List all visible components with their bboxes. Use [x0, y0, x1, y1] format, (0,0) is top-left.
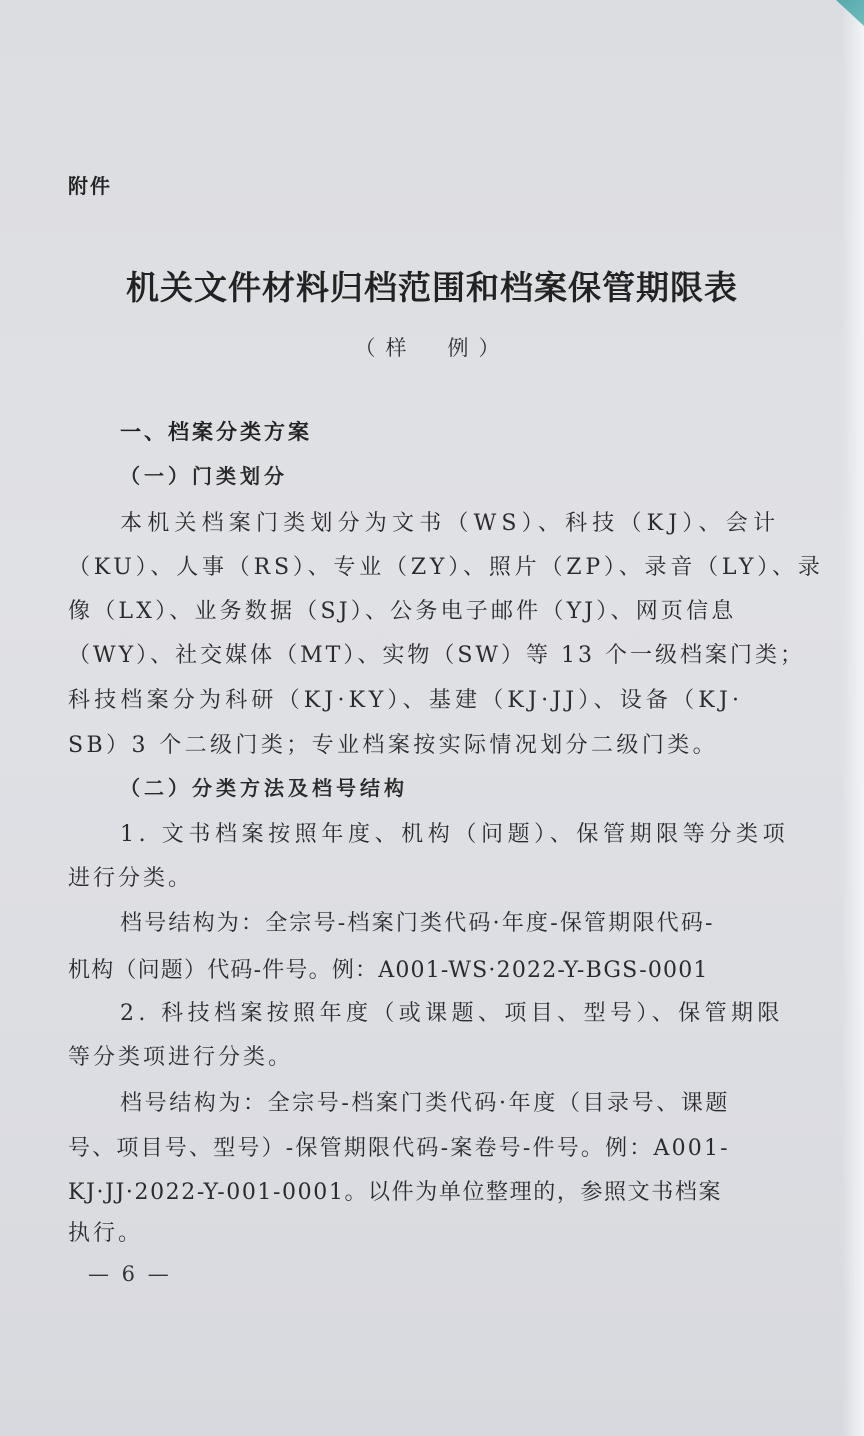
paragraph-line: 进行分类。: [68, 866, 194, 891]
paragraph-line: 1. 文书档案按照年度、机构（问题）、保管期限等分类项: [120, 822, 790, 847]
document-title: 机关文件材料归档范围和档案保管期限表: [126, 268, 738, 307]
paragraph-line: 档号结构为：全宗号-档案门类代码·年度-保管期限代码-: [120, 911, 715, 936]
paragraph-line: 2. 科技档案按照年度（或课题、项目、型号）、保管期限: [120, 1001, 784, 1026]
paragraph-line: KJ·JJ·2022-Y-001-0001。以件为单位整理的，参照文书档案: [68, 1180, 723, 1205]
paragraph-line: （KU）、人事（RS）、专业（ZY）、照片（ZP）、录音（LY）、录: [68, 555, 824, 580]
paragraph-line: 像（LX）、业务数据（SJ）、公务电子邮件（YJ）、网页信息: [68, 599, 737, 624]
document-subtitle: （样 例）: [354, 336, 510, 360]
paragraph-line: 科技档案分为科研（KJ·KY）、基建（KJ·JJ）、设备（KJ·: [68, 688, 744, 713]
subsection-heading-1: （一）门类划分: [120, 464, 288, 488]
subsection-heading-2: （二）分类方法及档号结构: [120, 776, 408, 800]
paragraph-line: 等分类项进行分类。: [68, 1045, 294, 1070]
page-number: — 6 —: [88, 1262, 172, 1286]
paragraph-line: 档号结构为：全宗号-档案门类代码·年度（目录号、课题: [120, 1091, 731, 1116]
paragraph-line: 本机关档案门类划分为文书（WS）、科技（KJ）、会计: [120, 511, 781, 536]
paragraph-line: （WY）、社交媒体（MT）、实物（SW）等 13 个一级档案门类；: [68, 643, 806, 668]
paragraph-line: 执行。: [68, 1221, 144, 1246]
attachment-label: 附件: [68, 174, 112, 198]
section-heading-1: 一、档案分类方案: [120, 420, 312, 444]
paragraph-line: SB）3 个二级门类；专业档案按实际情况划分二级门类。: [68, 733, 719, 758]
paragraph-line: 机构（问题）代码-件号。例：A001-WS·2022-Y-BGS-0001: [68, 958, 709, 983]
page-edge: [842, 0, 864, 1436]
paragraph-line: 号、项目号、型号）-保管期限代码-案卷号-件号。例：A001-: [68, 1136, 730, 1161]
